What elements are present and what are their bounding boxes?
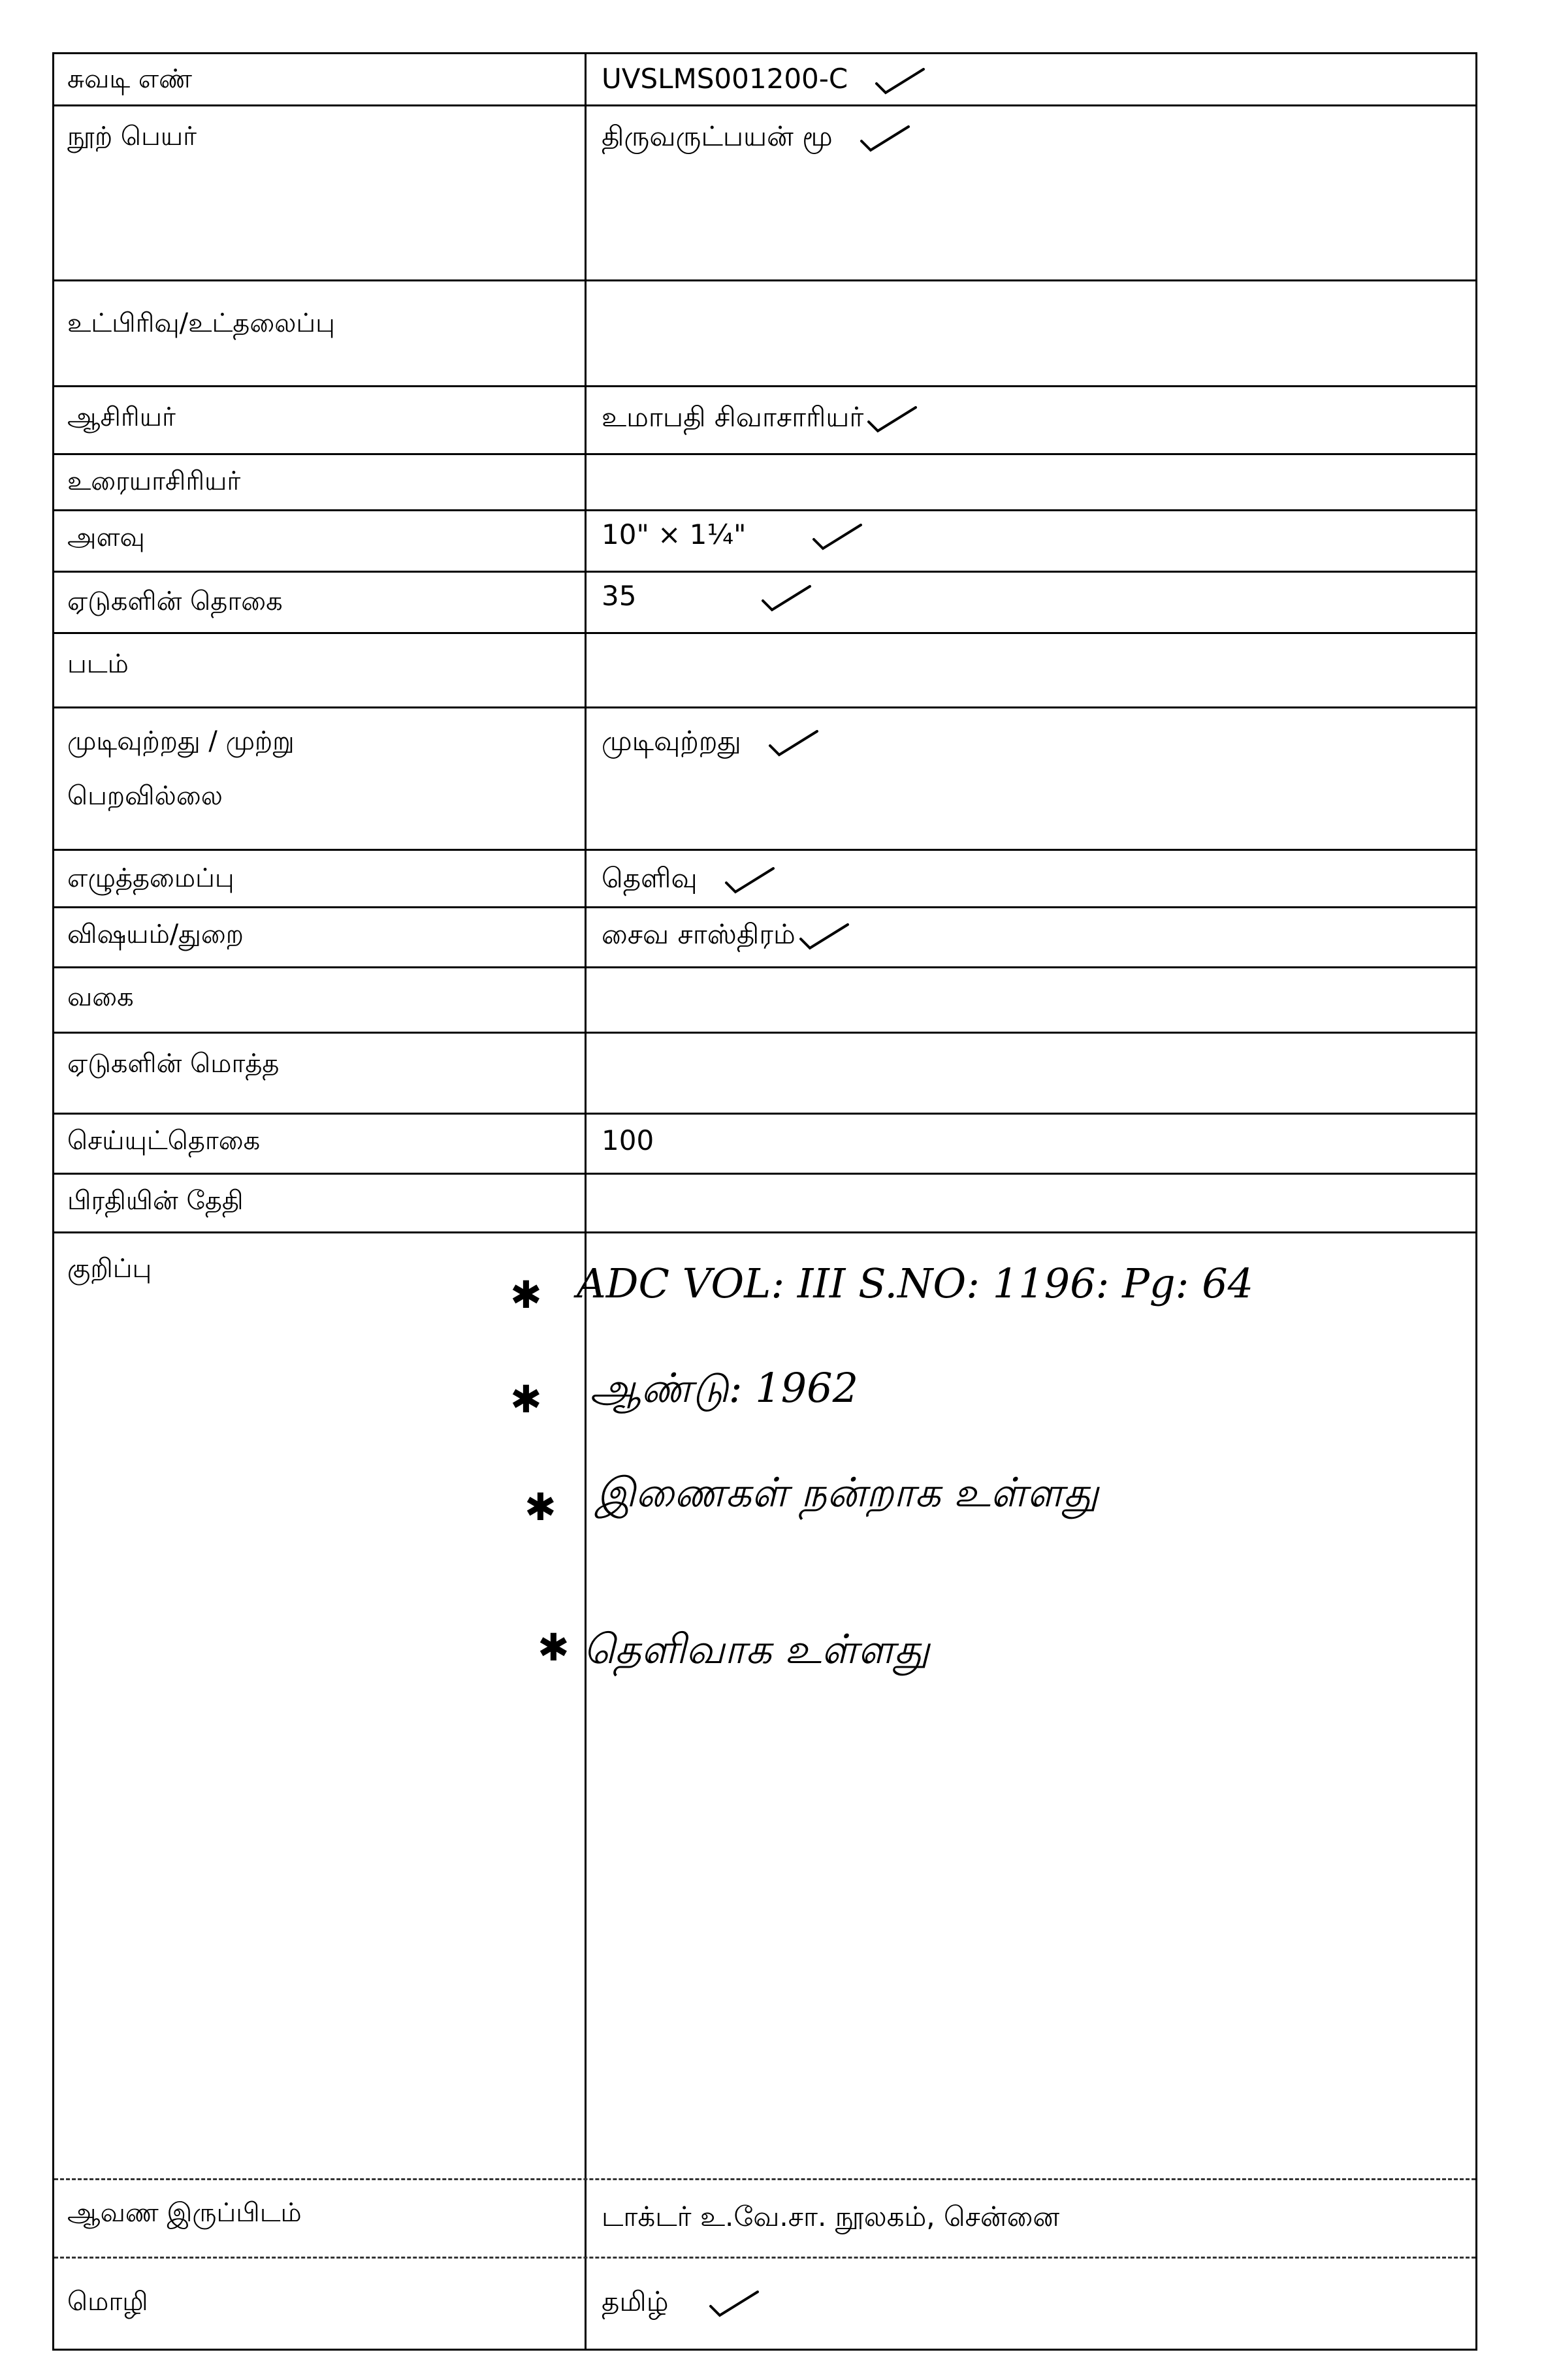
field-label: எழுத்தமைப்பு (67, 863, 234, 893)
handwritten-note: தெளிவாக உள்ளது (583, 1625, 930, 1673)
field-value: உமாபதி சிவாசாரியர் (602, 394, 1451, 441)
field-value: தெளிவு (602, 855, 1451, 902)
check-mark-icon (811, 522, 863, 551)
form-row-commentator (54, 455, 1475, 511)
check-mark-icon (724, 866, 776, 895)
form-row-manuscript-number (54, 54, 1475, 106)
asterisk-icon: ✱ (524, 1485, 556, 1529)
field-label: நூற் பெயர் (67, 121, 197, 151)
handwritten-note: இணைகள் நன்றாக உள்ளது (596, 1468, 1099, 1516)
field-label: ஆசிரியர் (67, 402, 176, 432)
field-label: உரையாசிரியர் (67, 466, 241, 496)
field-label: சுவடி எண் (67, 64, 193, 94)
check-mark-icon (798, 922, 850, 951)
check-mark-icon (866, 405, 918, 434)
field-label: படம் (67, 649, 129, 679)
form-row-category (54, 968, 1475, 1034)
field-label: செய்யுட்தொகை (67, 1126, 261, 1156)
field-value: 10" × 1¼" (602, 511, 1451, 558)
form-row-language (54, 2259, 1475, 2353)
form-row-book-title (54, 106, 1475, 281)
form-row-subdivision (54, 281, 1475, 387)
field-value: 100 (602, 1124, 654, 1156)
form-row-script-style (54, 851, 1475, 908)
check-mark-icon (859, 124, 911, 153)
check-mark-icon (760, 584, 812, 612)
field-label: ஏடுகளின் தொகை (67, 586, 283, 616)
field-label: உட்பிரிவு/உட்தலைப்பு (67, 308, 335, 338)
field-value: டாக்டர் உ.வே.சா. நூலகம், சென்னை (602, 2200, 1060, 2232)
form-row-total-leaves (54, 1034, 1475, 1115)
field-label: ஆவண இருப்பிடம் (67, 2198, 302, 2228)
field-value: 35 (602, 573, 1451, 620)
asterisk-icon: ✱ (510, 1377, 542, 1421)
handwritten-note: ஆண்டு: 1962 (590, 1364, 859, 1412)
field-label: அளவு (67, 522, 145, 552)
check-mark-icon (874, 67, 926, 95)
field-value: UVSLMS001200-C (602, 56, 1451, 103)
field-label: மொழி (67, 2287, 148, 2317)
handwritten-note: ADC VOL: III S.NO: 1196: Pg: 64 (577, 1260, 1254, 1307)
form-row-illustration (54, 634, 1475, 708)
field-label: பிரதியின் தேதி (67, 1186, 244, 1216)
field-label: ஏடுகளின் மொத்த (67, 1049, 280, 1079)
form-row-verse-count (54, 1115, 1475, 1175)
form-row-notes (54, 1233, 1475, 2180)
check-mark-icon (708, 2289, 760, 2318)
form-row-author (54, 387, 1475, 455)
form-row-subject (54, 908, 1475, 968)
field-value: தமிழ் (602, 2278, 1451, 2325)
field-value: சைவ சாஸ்திரம் (602, 911, 1451, 958)
asterisk-icon: ✱ (510, 1273, 542, 1317)
form-row-size (54, 511, 1475, 573)
field-value: திருவருட்பயன் மூ (602, 113, 1451, 160)
field-label: முடிவுற்றது / முற்று பெறவில்லை (67, 726, 295, 811)
asterisk-icon: ✱ (538, 1625, 570, 1670)
manuscript-record-form (52, 52, 1477, 2351)
form-row-leaf-count (54, 573, 1475, 634)
check-mark-icon (767, 729, 820, 757)
field-value: முடிவுற்றது (602, 718, 1451, 765)
field-label: வகை (67, 982, 134, 1012)
form-row-completion-status (54, 708, 1475, 851)
form-row-document-location (54, 2180, 1475, 2259)
field-label: குறிப்பு (67, 1254, 152, 1284)
field-label: விஷயம்/துறை (67, 919, 244, 949)
form-row-copy-date (54, 1175, 1475, 1233)
